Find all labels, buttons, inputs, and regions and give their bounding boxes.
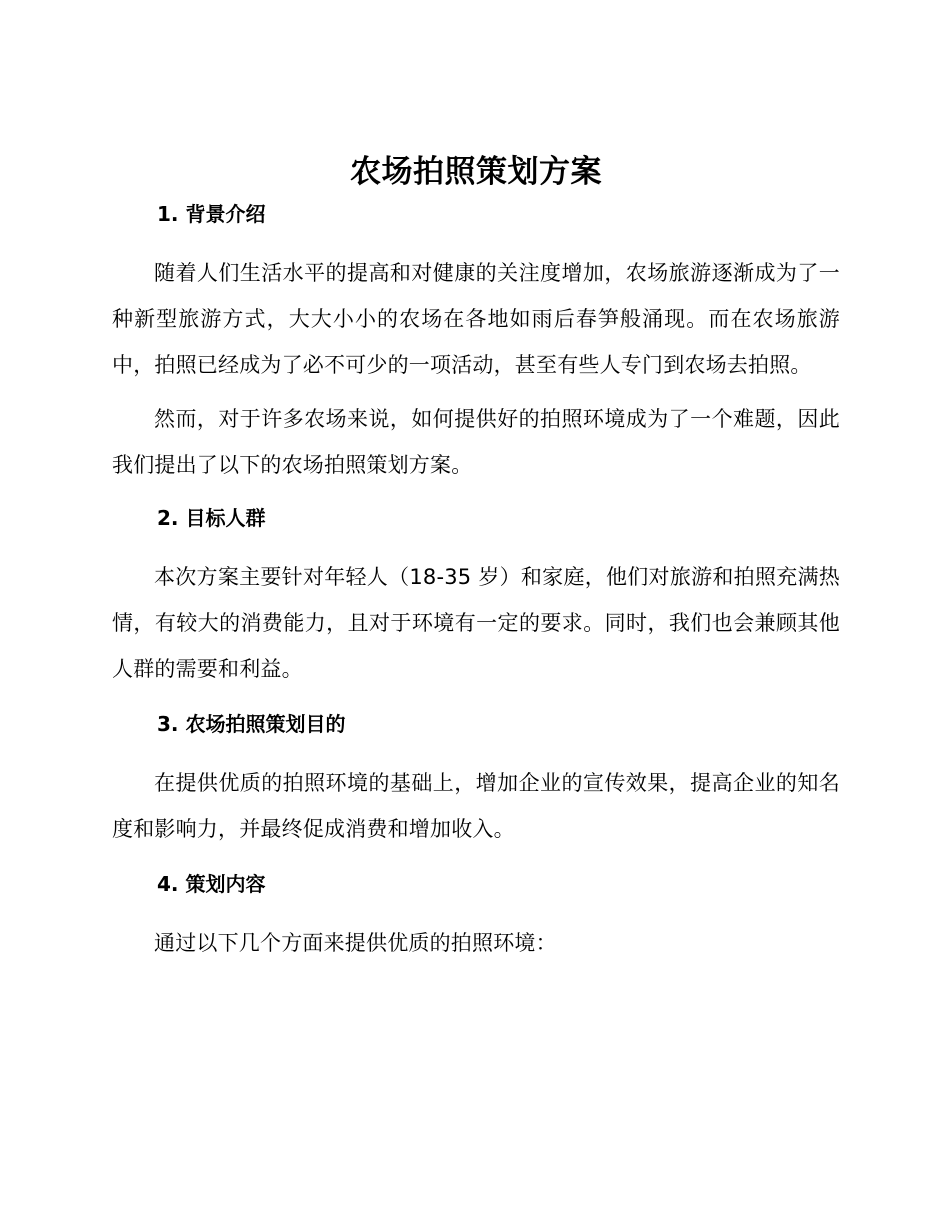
- section-heading-background: 1. 背景介绍: [157, 202, 266, 226]
- paragraph-purpose: 在提供优质的拍照环境的基础上，增加企业的宣传效果，提高企业的知名度和影响力，并最终促成消费和增加收入。: [112, 771, 840, 841]
- paragraph-background-1: 随着人们生活水平的提高和对健康的关注度增加，农场旅游逐渐成为了一种新型旅游方式，大大小小的农场在各地如雨后春笋般涌现。而在农场旅游中，拍照已经成为了必不可少的一项活动，甚至有些人专门到农场去拍照。: [112, 261, 840, 377]
- document-title: 农场拍照策划方案: [350, 154, 602, 190]
- paragraph-background-2: 然而，对于许多农场来说，如何提供好的拍照环境成为了一个难题，因此我们提出了以下的农场拍照策划方案。: [112, 407, 840, 477]
- section-heading-target-audience: 2. 目标人群: [157, 506, 266, 530]
- section-heading-purpose: 3. 农场拍照策划目的: [157, 712, 346, 736]
- paragraph-plan-content: 通过以下几个方面来提供优质的拍照环境：: [154, 931, 557, 955]
- paragraph-target-audience: 本次方案主要针对年轻人（18-35 岁）和家庭，他们对旅游和拍照充满热情，有较大的消费能力，且对于环境有一定的要求。同时，我们也会兼顾其他人群的需要和利益。: [112, 565, 840, 681]
- section-heading-plan-content: 4. 策划内容: [157, 872, 266, 896]
